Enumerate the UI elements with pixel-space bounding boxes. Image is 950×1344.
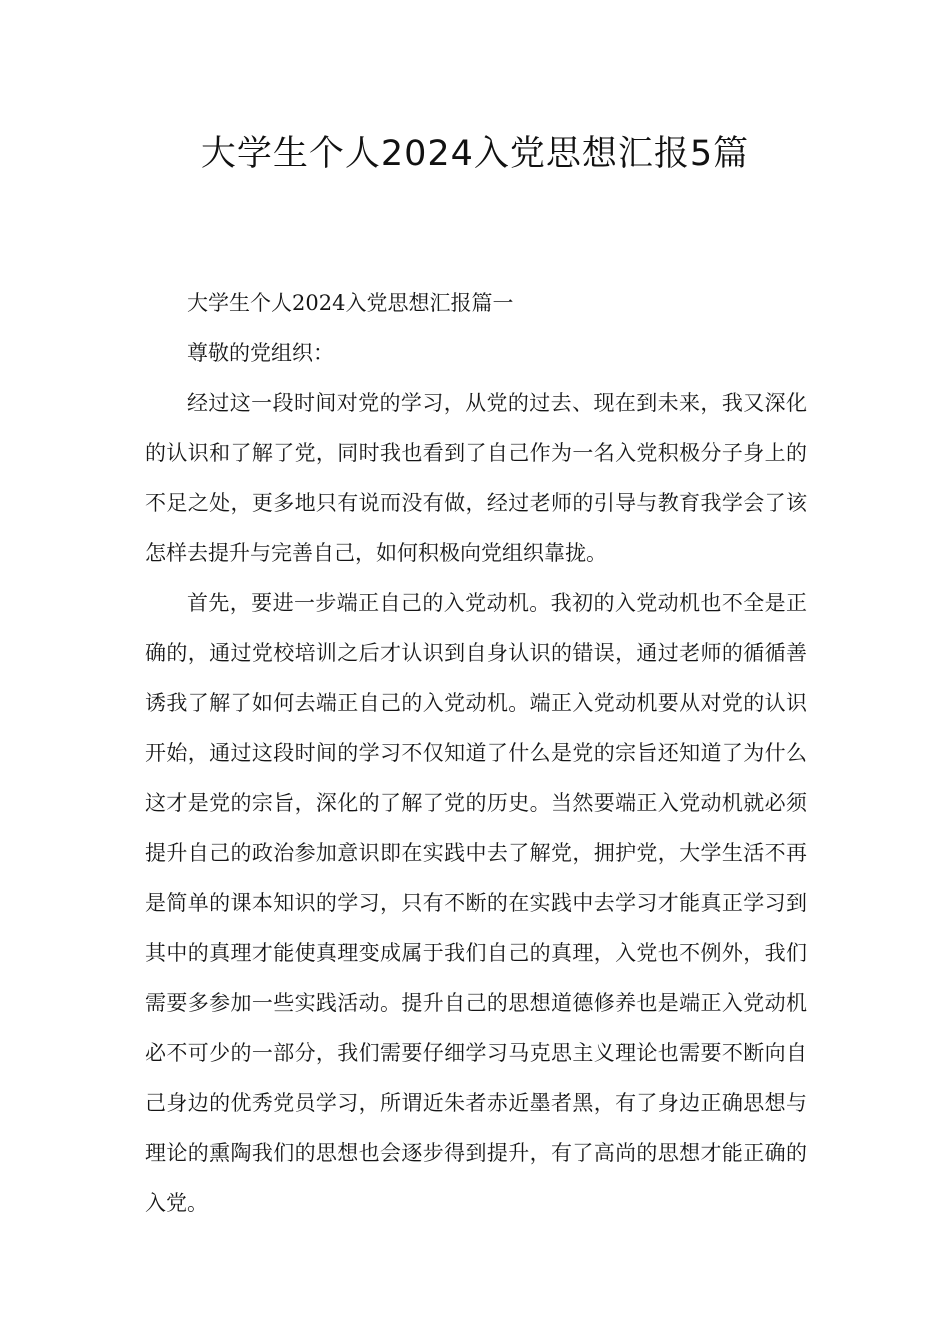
document-body: [145, 278, 807, 1228]
section-heading: 大学生个人2024入党思想汇报篇一: [187, 291, 514, 315]
document-title: 大学生个人2024入党思想汇报5篇: [200, 134, 750, 174]
body-paragraph: 首先，要进一步端正自己的入党动机。我初的入党动机也不全是正确的，通过党校培训之后才认识到自身认识的错误，通过老师的循循善诱我了解了如何去端正自己的入党动机。端正入党动机要从对党的认识开始，通过这段时间的学习不仅知道了什么是党的宗旨还知道了为什么这才是党的宗旨，深化的了解了党的历史。当然要端正入党动机就必须提升自己的政治参加意识即在实践中去了解党，拥护党，大学生活不再是简单的课本知识的学习，只有不断的在实践中去学习才能真正学习到其中的真理才能使真理变成属于我们自己的真理，入党也不例外，我们需要多参加一些实践活动。提升自己的思想道德修养也是端正入党动机必不可少的一部分，我们需要仔细学习马克思主义理论也需要不断向自己身边的优秀党员学习，所谓近朱者赤近墨者黑，有了身边正确思想与理论的熏陶我们的思想也会逐步得到提升，有了高尚的思想才能正确的入党。: [145, 591, 807, 1215]
salutation: 尊敬的党组织：: [187, 341, 334, 365]
body-paragraph: 经过这一段时间对党的学习，从党的过去、现在到未来，我又深化的认识和了解了党，同时我也看到了自己作为一名入党积极分子身上的不足之处，更多地只有说而没有做，经过老师的引导与教育我学会了该怎样去提升与完善自己，如何积极向党组织靠拢。: [145, 391, 807, 565]
